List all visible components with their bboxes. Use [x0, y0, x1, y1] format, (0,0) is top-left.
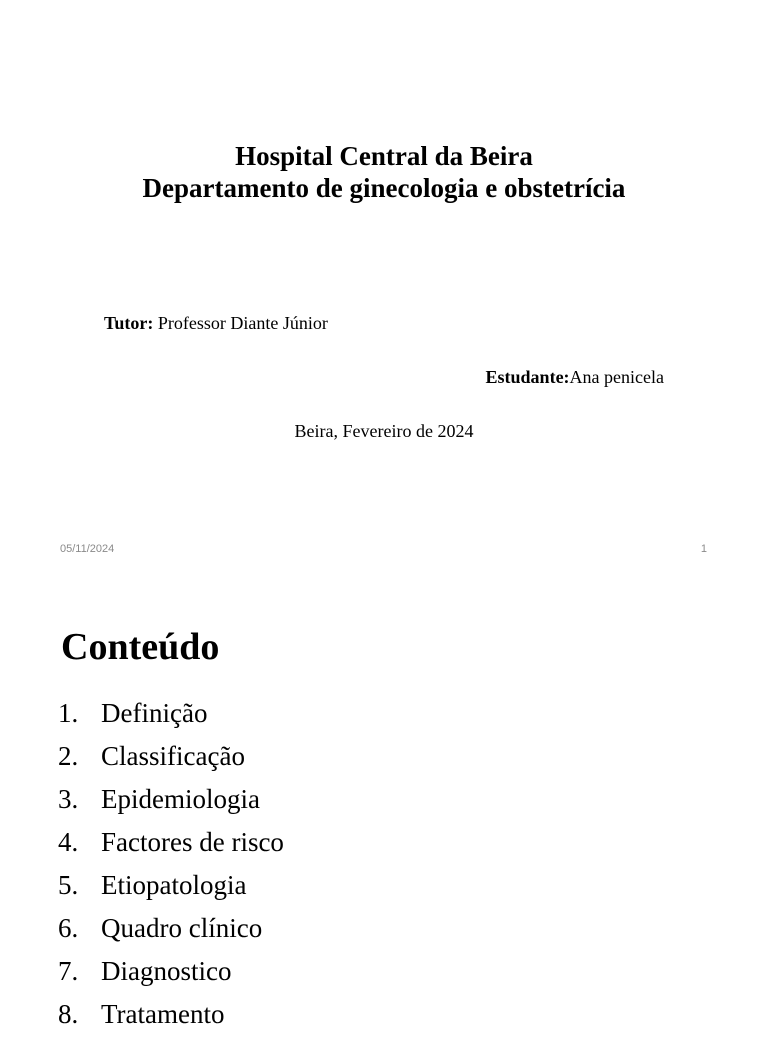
page-number: 1 — [700, 543, 707, 555]
list-item — [58, 952, 284, 995]
tutor-name: Professor Diante Júnior — [153, 313, 328, 333]
list-item — [58, 909, 284, 952]
slide-2 — [0, 576, 768, 1029]
list-item-number: 2. — [58, 741, 79, 771]
list-item-number: 8. — [58, 999, 79, 1029]
list-item-number: 6. — [58, 913, 79, 943]
contents-title: Conteúdo — [61, 626, 220, 668]
list-item-number: 3. — [58, 784, 79, 814]
list-item-label: Epidemiologia — [101, 784, 260, 814]
hospital-title: Hospital Central da Beira — [235, 141, 533, 171]
list-item — [58, 780, 284, 823]
list-item-label: Definição — [101, 698, 208, 728]
list-item-number: 1. — [58, 698, 79, 728]
footer-date: 05/11/2024 — [60, 543, 115, 555]
place-date: Beira, Fevereiro de 2024 — [294, 421, 474, 441]
list-item-label: Tratamento — [101, 999, 225, 1029]
tutor-label: Tutor: — [104, 313, 154, 333]
list-item-number: 4. — [58, 827, 79, 857]
department-title: Departamento de ginecologia e obstetrícia — [142, 173, 626, 203]
student-name: Ana penicela — [569, 367, 664, 387]
student-line — [486, 366, 664, 388]
list-item-number: 5. — [58, 870, 79, 900]
list-item — [58, 866, 284, 909]
list-item — [58, 737, 284, 780]
list-item-label: Classificação — [101, 741, 245, 771]
list-item-label: Quadro clínico — [101, 913, 263, 943]
student-label: Estudante: — [485, 367, 570, 387]
list-item-number: 7. — [58, 956, 79, 986]
list-item — [58, 694, 284, 737]
list-item-label: Etiopatologia — [101, 870, 247, 900]
list-item-label: Factores de risco — [101, 827, 284, 857]
list-item — [58, 995, 284, 1038]
contents-list — [58, 694, 284, 1038]
tutor-line — [104, 312, 328, 334]
title-block — [0, 140, 768, 204]
list-item-label: Diagnostico — [101, 956, 232, 986]
list-item — [58, 823, 284, 866]
